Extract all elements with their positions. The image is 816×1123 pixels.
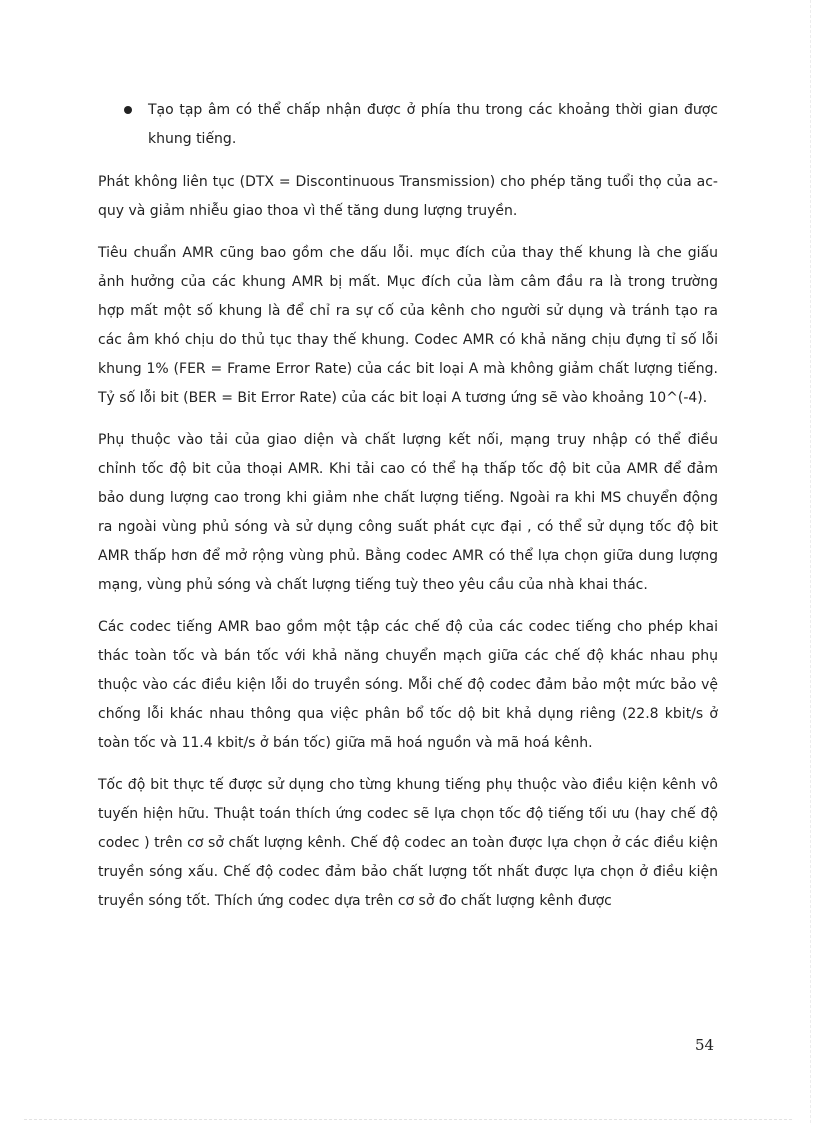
paragraph-error-concealment: Tiêu chuẩn AMR cũng bao gồm che dấu lỗi. mục đích của thay thế khung là che giấu ảnh hưởng của các khung AMR bị mất. Mục đích của làm câm đầu ra là trong trường hợp mất một số khung là để chỉ ra sự cố của kênh cho người sử dụng và tránh tạo ra các âm khó chịu do thủ tục thay thế khung. Codec AMR có khả năng chịu đựng tỉ số lỗi khung 1% (FER = Frame Error Rate) của các bit loại A mà không giảm chất lượng tiếng. Tỷ số lỗi bit (BER = Bit Error Rate) của các bit loại A tương ứng sẽ vào khoảng 10^(-4).: [98, 245, 718, 406]
document-body: [98, 96, 718, 929]
paragraph-bitrate-adaptation: Phụ thuộc vào tải của giao diện và chất lượng kết nối, mạng truy nhập có thể điều chỉnh tốc độ bit của thoại AMR. Khi tải cao có thể hạ thấp tốc độ bit của AMR để đảm bảo dung lượng cao trong khi giảm nhe chất lượng tiếng. Ngoài ra khi MS chuyển động ra ngoài vùng phủ sóng và sử dụng công suất phát cực đại , có thể sử dụng tốc độ bit AMR thấp hơn để mở rộng vùng phủ. Bằng codec AMR có thể lựa chọn giữa dung lượng mạng, vùng phủ sóng và chất lượng tiếng tuỳ theo yêu cầu của nhà khai thác.: [98, 432, 718, 593]
page-bottom-border: [24, 1119, 792, 1120]
bullet-text: Tạo tạp âm có thể chấp nhận được ở phía thu trong các khoảng thời gian được khung tiếng.: [148, 102, 718, 147]
paragraph-codec-modes: Các codec tiếng AMR bao gồm một tập các chế độ của các codec tiếng cho phép khai thác toàn tốc và bán tốc với khả năng chuyển mạch giữa các chế độ khác nhau phụ thuộc vào các điều kiện lỗi do truyền sóng. Mỗi chế độ codec đảm bảo một mức bảo vệ chống lỗi khác nhau thông qua việc phân bổ tốc dộ bit khả dụng riêng (22.8 kbit/s ở toàn tốc và 11.4 kbit/s ở bán tốc) giữa mã hoá nguồn và mã hoá kênh.: [98, 619, 718, 751]
page-right-border: [810, 0, 811, 1123]
paragraph-dtx: Phát không liên tục (DTX = Discontinuous Transmission) cho phép tăng tuổi thọ của ac-quy và giảm nhiễu giao thoa vì thế tăng dung lượng truyền.: [98, 174, 718, 219]
bullet-dot-icon: [124, 106, 132, 114]
page-number: 54: [695, 1036, 715, 1054]
paragraph-codec-adaptation: Tốc độ bit thực tế được sử dụng cho từng khung tiếng phụ thuộc vào điều kiện kênh vô tuyến hiện hữu. Thuật toán thích ứng codec sẽ lựa chọn tốc độ tiếng tối ưu (hay chế độ codec ) trên cơ sở chất lượng kênh. Chế độ codec an toàn được lựa chọn ở các điều kiện truyền sóng xấu. Chế độ codec đảm bảo chất lượng tốt nhất được lựa chọn ở điều kiện truyền sóng tốt. Thích ứng codec dựa trên cơ sở đo chất lượng kênh được: [98, 777, 718, 909]
bullet-list-item: [98, 96, 718, 154]
